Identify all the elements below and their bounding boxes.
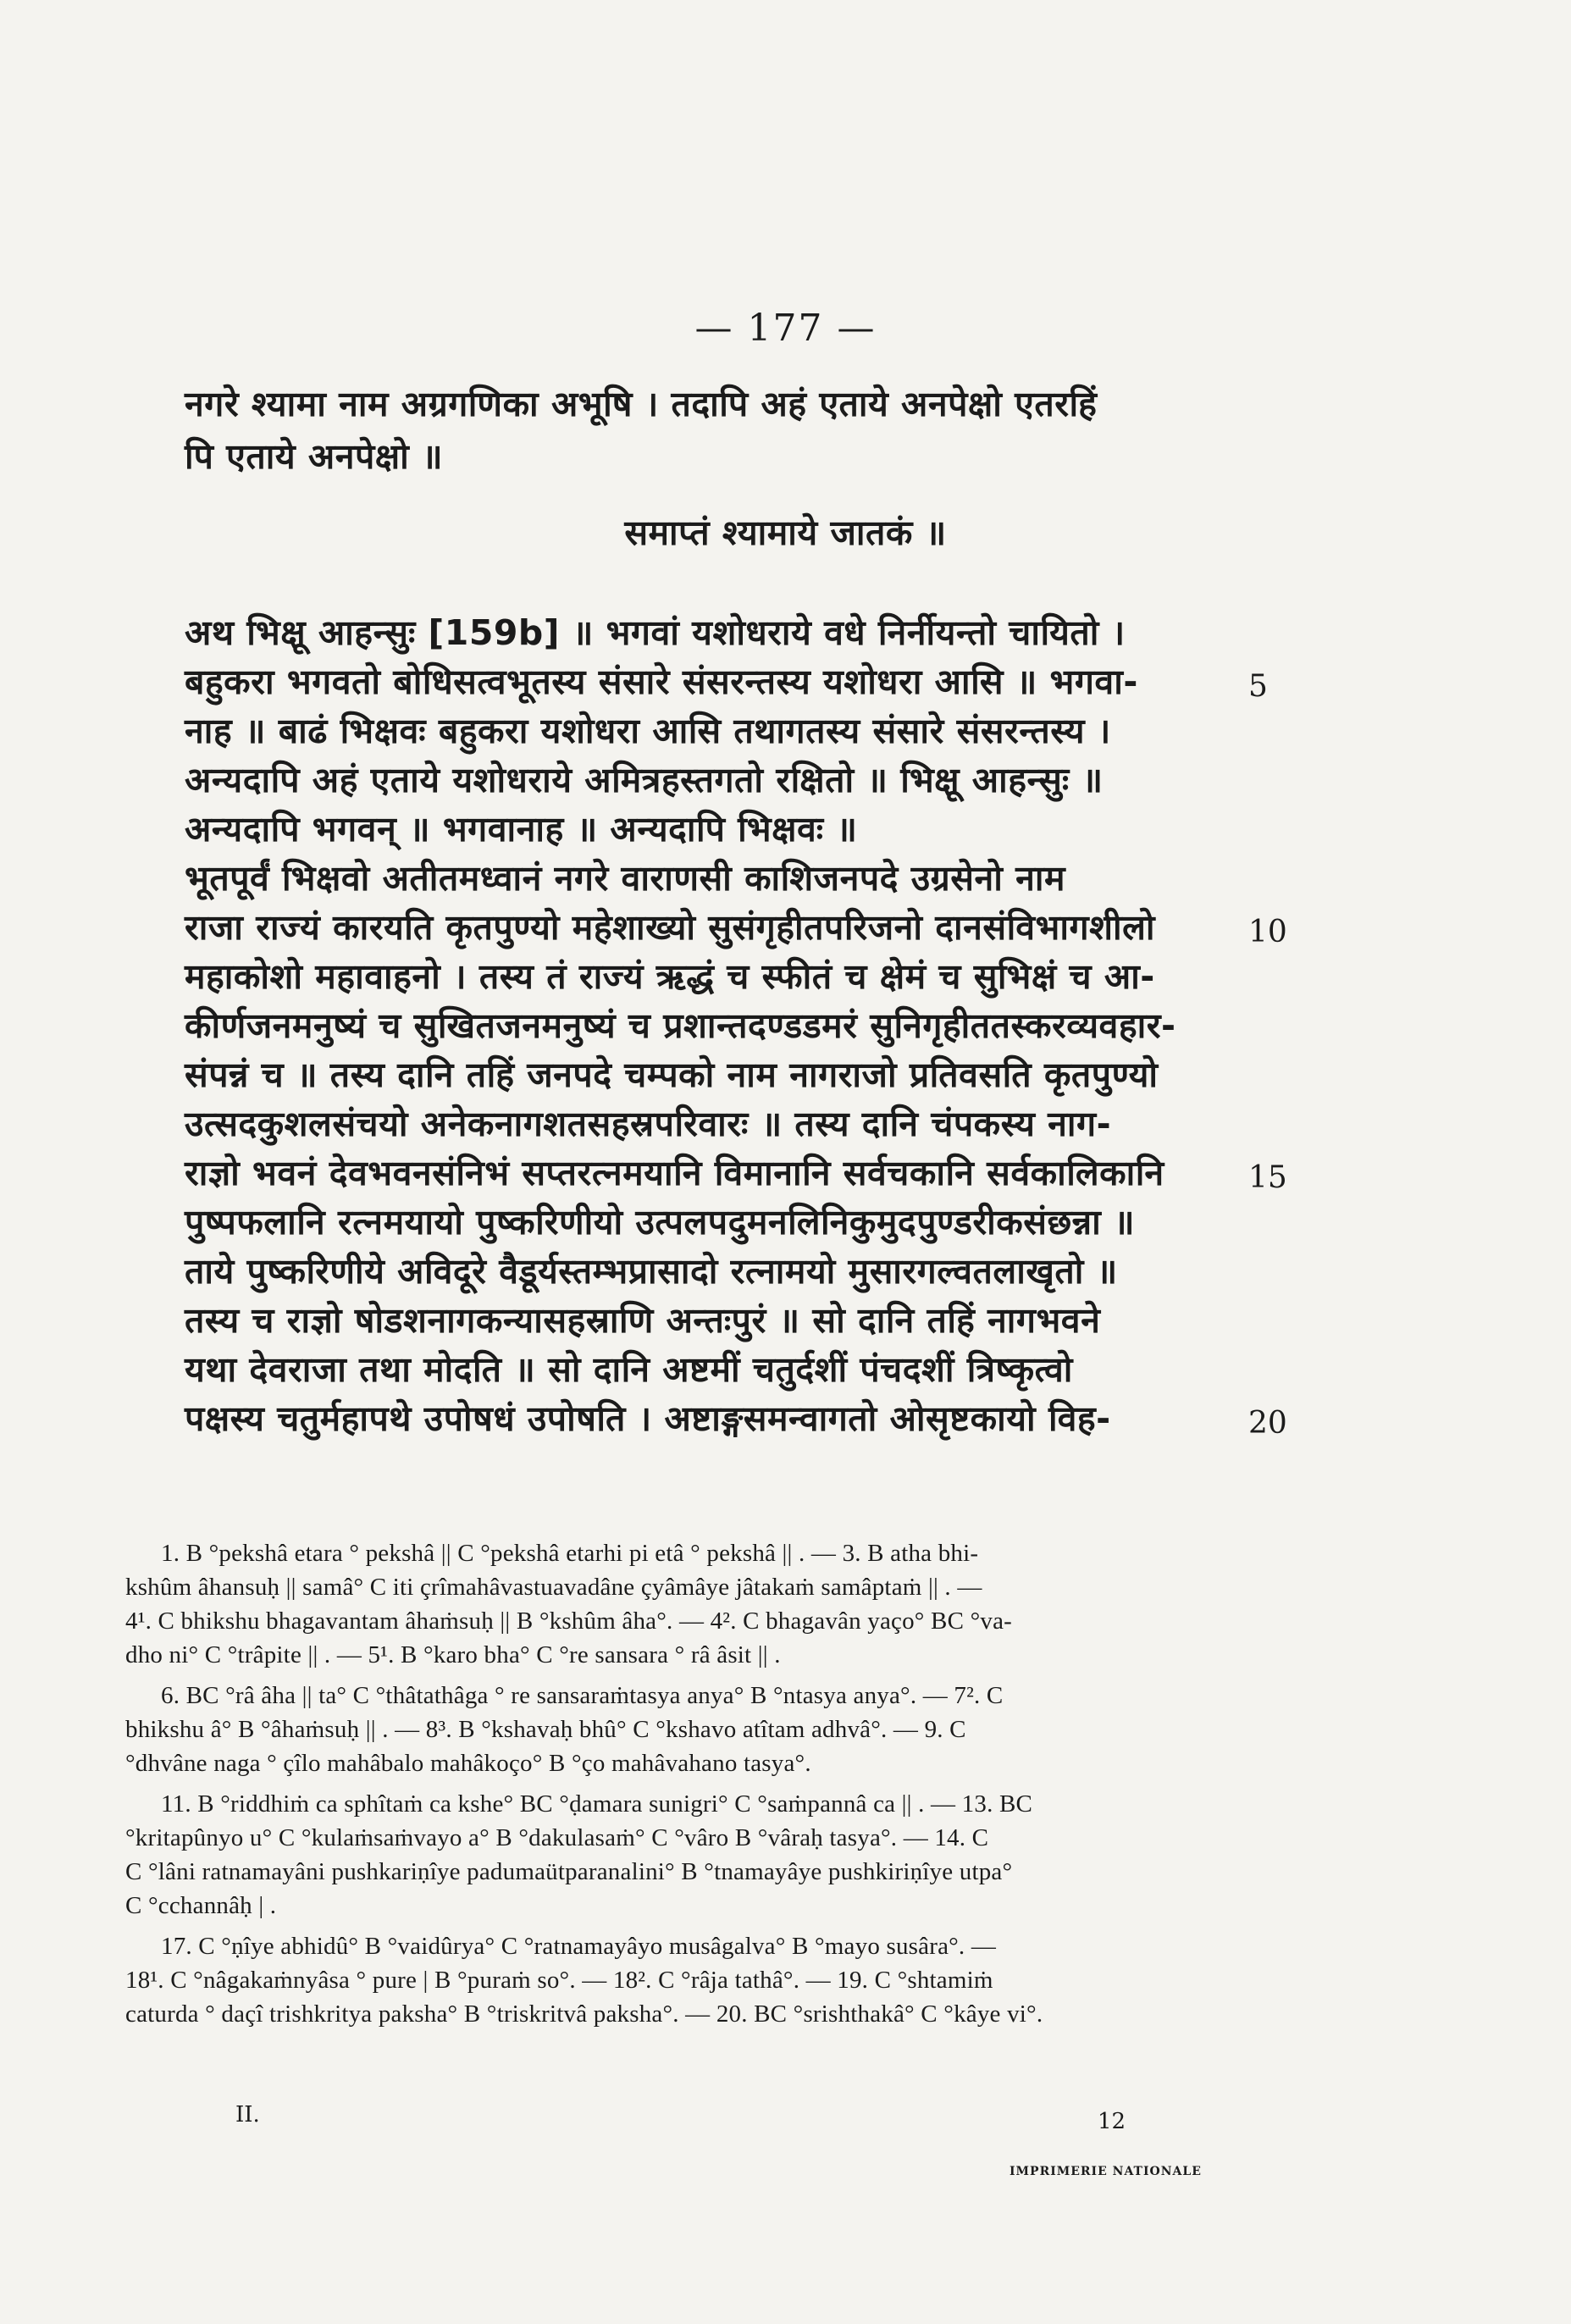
text-line: तस्य च राज्ञो षोडशनागकन्यासहस्राणि अन्तःपुरं ॥ सो दानि तहिं नागभवने — [185, 1300, 1101, 1341]
footnote-line: °dhvâne naga ° çîlo mahâbalo mahâkoço° B °ço mahâvahano tasya°. — [125, 1750, 811, 1777]
text-line: अन्यदापि अहं एताये यशोधराये अमित्रहस्तगतो रक्षितो ॥ भिक्षू आहन्सुः ॥ — [185, 760, 1104, 800]
footnote-line: 4¹. C bhikshu bhagavantam âhaṁsuḥ || B °kshûm âha°. — 4². C bhagavân yaço° BC °va- — [125, 1607, 1013, 1635]
text-line: नाह ॥ बाढं भिक्षवः बहुकरा यशोधरा आसि तथागतस्य संसारे संसरन्तस्य । — [185, 711, 1111, 751]
line-number: 15 — [1248, 1160, 1287, 1195]
footnote-line: C °lâni ratnamayâni pushkariṇîye padumaütparanalini° B °tnamayâye pushkiriṇîye utpa° — [125, 1858, 1013, 1885]
page-number: — 177 — — [694, 307, 877, 350]
text-line: महाकोशो महावाहनो । तस्य तं राज्यं ऋद्धं च स्फीतं च क्षेमं च सुभिक्षं च आ- — [185, 956, 1155, 997]
footnote-line: 11. B °riddhiṁ ca sphîtaṁ ca kshe° BC °ḍamara sunigri° C °saṁpannâ ca || . — 13. BC — [161, 1790, 1033, 1818]
text-line: यथा देवराजा तथा मोदति ॥ सो दानि अष्टमीं चतुर्दशीं पंचदशीं त्रिष्कृत्वो — [185, 1349, 1073, 1390]
text-line: बहुकरा भगवतो बोधिसत्वभूतस्य संसारे संसरन्तस्य यशोधरा आसि ॥ भगवा- — [185, 661, 1138, 702]
text-line: कीर्णजनमनुष्यं च सुखितजनमनुष्यं च प्रशान्तदण्डडमरं सुनिगृहीततस्करव्यवहार- — [185, 1005, 1176, 1046]
text-line: अथ भिक्षू आहन्सुः [159b] ॥ भगवां यशोधराये वधे निर्नीयन्तो चायितो । — [185, 612, 1126, 653]
text-line: उत्सदकुशलसंचयो अनेकनागशतसहस्रपरिवारः ॥ तस्य दानि चंपकस्य नाग- — [185, 1104, 1112, 1144]
footnote-line: bhikshu â° B °âhaṁsuḥ || . — 8³. B °kshavaḥ bhû° C °kshavo atîtam adhvâ°. — 9. C — [125, 1716, 966, 1743]
footnote-line: C °cchannâḥ | . — [125, 1892, 277, 1919]
text-line: पक्षस्य चतुर्महापथे उपोषधं उपोषति । अष्टाङ्गसमन्वागतो ओसृष्टकायो विह- — [185, 1398, 1111, 1439]
text-line: पि एताये अनपेक्षो ॥ — [185, 436, 444, 477]
footnote-line: dho ni° C °trâpite || . — 5¹. B °karo bha° C °re sansara ° râ âsit || . — [125, 1641, 781, 1668]
text-line: अन्यदापि भगवन् ॥ भगवानाह ॥ अन्यदापि भिक्षवः ॥ — [185, 809, 858, 849]
text-line: नगरे श्यामा नाम अग्रगणिका अभूषि । तदापि अहं एताये अनपेक्षो एतरहिं — [185, 384, 1098, 424]
footnote-line: caturda ° daçî trishkritya paksha° B °triskritvâ paksha°. — 20. BC °srishthakâ° C °kâye vi°. — [125, 2000, 1043, 2028]
sheet-number: 12 — [1098, 2109, 1126, 2134]
text-line: संपन्नं च ॥ तस्य दानि तहिं जनपदे चम्पको नाम नागराजो प्रतिवसति कृतपुण्यो — [185, 1054, 1159, 1095]
text-line: ताये पुष्करिणीये अविदूरे वैडूर्यस्तम्भप्रासादो रत्नामयो मुसारगल्वतलाखृतो ॥ — [185, 1251, 1118, 1292]
footnote-line: 1. B °pekshâ etara ° pekshâ || C °pekshâ etarhi pi etâ ° pekshâ || . — 3. B atha bhi- — [161, 1540, 979, 1567]
text-line: भूतपूर्वं भिक्षवो अतीतमध्वानं नगरे वाराणसी काशिजनपदे उग्रसेनो नाम — [185, 858, 1066, 899]
line-number: 20 — [1248, 1406, 1287, 1441]
footnote-line: °kritapûnyo u° C °kulaṁsaṁvayo a° B °dakulasaṁ° C °vâro B °vâraḥ tasya°. — 14. C — [125, 1824, 989, 1851]
footnote-line: 6. BC °râ âha || ta° C °thâtathâga ° re sansaraṁtasya anya° B °ntasya anya°. — 7². C — [161, 1682, 1004, 1709]
printer-imprint: IMPRIMERIE NATIONALE — [1010, 2165, 1202, 2178]
text-line: राजा राज्यं कारयति कृतपुण्यो महेशाख्यो सुसंगृहीतपरिजनो दानसंविभागशीलो — [185, 907, 1155, 948]
footnote-line: kshûm âhansuḥ || samâ° C iti çrîmahâvastuavadâne çyâmâye jâtakaṁ samâptaṁ || . — — [125, 1574, 982, 1601]
footnote-line: 18¹. C °nâgakaṁnyâsa ° pure | B °puraṁ so°. — 18². C °râja tathâ°. — 19. C °shtamiṁ — [125, 1967, 993, 1994]
line-number: 10 — [1248, 915, 1287, 949]
line-number: 5 — [1248, 669, 1268, 704]
section-title: समाप्तं श्यामाये जातकं ॥ — [624, 512, 947, 553]
signature-mark: II. — [235, 2102, 260, 2128]
text-line: राज्ञो भवनं देवभवनसंनिभं सप्तरत्नमयानि विमानानि सर्वचकानि सर्वकालिकानि — [185, 1153, 1164, 1193]
text-line: पुष्पफलानि रत्नमयायो पुष्करिणीयो उत्पलपदुमनलिनिकुमुदपुण्डरीकसंछन्ना ॥ — [185, 1202, 1136, 1242]
footnote-line: 17. C °ṇîye abhidû° B °vaidûrya° C °ratnamayâyo musâgalva° B °mayo susâra°. — — [161, 1933, 997, 1960]
